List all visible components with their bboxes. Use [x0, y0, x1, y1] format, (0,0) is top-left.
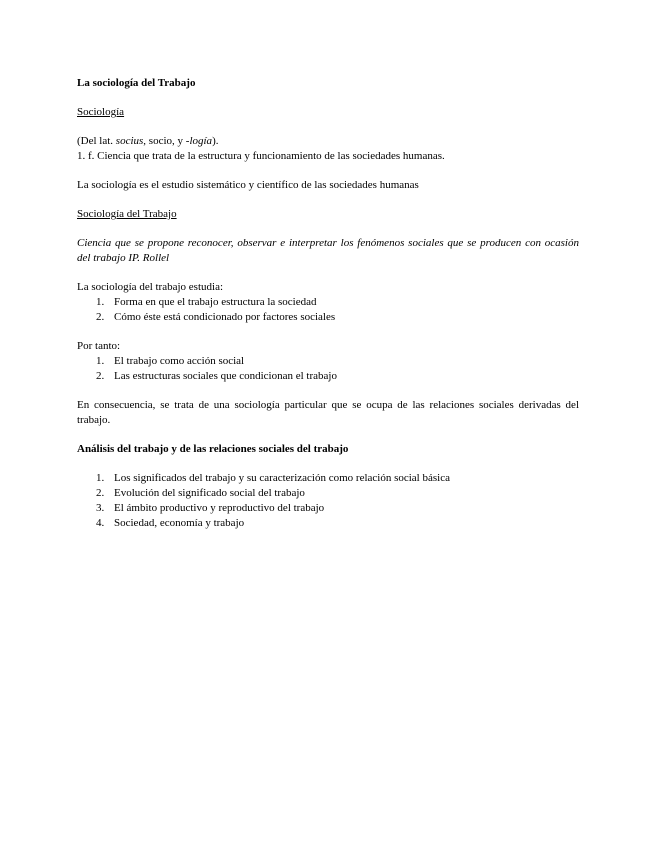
list-text: Sociedad, economía y trabajo [114, 517, 245, 529]
list-text: El ámbito productivo y reproductivo del trabajo [114, 502, 325, 514]
list-item [77, 486, 579, 501]
list-item [77, 516, 579, 531]
list-item [77, 354, 579, 369]
studies-list [77, 295, 579, 325]
list-number: 1. [96, 355, 105, 367]
conclusion-paragraph: En consecuencia, se trata de una sociología particular que se ocupa de las relaciones sociales derivadas del trabajo. [77, 399, 579, 426]
document-page [77, 76, 579, 531]
list-item [77, 471, 579, 486]
list-number: 2. [96, 311, 105, 323]
list-item [77, 295, 579, 310]
section-heading-sociologia: Sociología [77, 106, 125, 118]
therefore-list [77, 354, 579, 384]
list-item [77, 501, 579, 516]
list-text: Las estructuras sociales que condicionan el trabajo [114, 370, 337, 382]
etymology-line [77, 134, 579, 149]
list-text: Los significados del trabajo y su caracterización como relación social básica [114, 472, 450, 484]
etymology-end: ). [212, 135, 219, 147]
list-text: El trabajo como acción social [114, 355, 245, 367]
list-text: Evolución del significado social del trabajo [114, 487, 305, 499]
etymology-socius: socius [115, 135, 144, 147]
list-number: 1. [96, 296, 105, 308]
analysis-list [77, 471, 579, 531]
section-heading-sociologia-trabajo: Sociología del Trabajo [77, 208, 177, 220]
document-title: La sociología del Trabajo [77, 77, 196, 89]
etymology-prefix: (Del lat. [77, 135, 116, 147]
list-number: 2. [96, 487, 105, 499]
list-number: 1. [96, 472, 105, 484]
studies-intro: La sociología del trabajo estudia: [77, 281, 224, 293]
section-heading-analisis: Análisis del trabajo y de las relaciones sociales del trabajo [77, 443, 349, 455]
therefore-intro: Por tanto: [77, 340, 121, 352]
etymology-mid: , socio, y [143, 135, 186, 147]
list-number: 2. [96, 370, 105, 382]
list-text: Cómo éste está condicionado por factores sociales [114, 311, 336, 323]
list-text: Forma en que el trabajo estructura la sociedad [114, 296, 317, 308]
list-number: 4. [96, 517, 105, 529]
list-item [77, 310, 579, 325]
sociology-statement: La sociología es el estudio sistemático y científico de las sociedades humanas [77, 179, 419, 191]
list-number: 3. [96, 502, 105, 514]
list-item [77, 369, 579, 384]
etymology-logia: -logía [185, 135, 213, 147]
quote-paragraph: Ciencia que se propone reconocer, observar e interpretar los fenómenos sociales que se producen con ocasión del trabajo IP. Rollel [77, 237, 579, 264]
definition-line: 1. f. Ciencia que trata de la estructura y funcionamiento de las sociedades humanas. [77, 150, 445, 162]
